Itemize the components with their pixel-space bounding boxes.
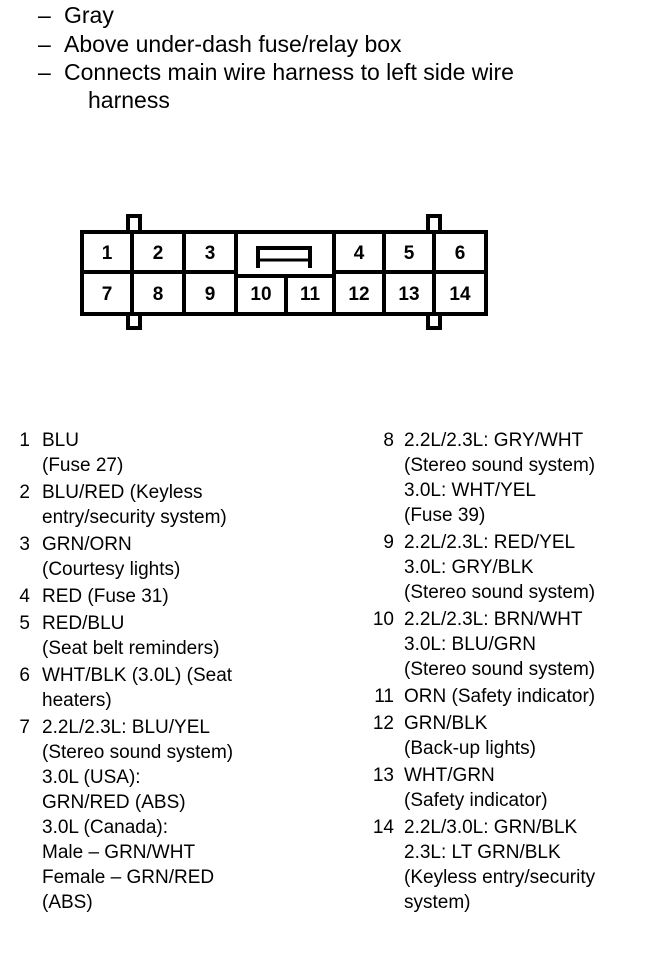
pin-label: 10 (250, 284, 272, 305)
pin-text: (Fuse 39) (404, 505, 486, 526)
pin-text: (Fuse 27) (42, 455, 124, 476)
pin-label: 12 (348, 284, 370, 305)
pin-label: 9 (204, 284, 216, 305)
pin-number: 1 (19, 430, 30, 451)
pin-text: RED/BLU (42, 613, 125, 634)
pin-entry (0, 584, 233, 609)
pin-text: 2.3L: LT GRN/BLK (404, 842, 561, 863)
pin-text: RED (Fuse 31) (42, 586, 169, 607)
pin-entry (0, 428, 233, 478)
description-text: Above under-dash fuse/relay box (64, 31, 402, 57)
pin-text: WHT/GRN (404, 765, 495, 786)
pin-text: (Stereo sound system) (404, 582, 596, 603)
pin-label: 5 (403, 243, 415, 264)
pin-entry (366, 711, 595, 761)
pin-entry (366, 815, 595, 915)
pin-entry (366, 763, 595, 813)
pin-number: 8 (383, 430, 394, 451)
pin-entry (0, 532, 233, 582)
pin-label: 11 (299, 284, 321, 305)
pin-text: 3.0L: BLU/GRN (404, 634, 536, 655)
pin-label: 6 (454, 243, 466, 264)
pin-text: GRN/BLK (404, 713, 488, 734)
pin-text: 3.0L (Canada): (42, 817, 169, 838)
pin-text: 2.2L/2.3L: BLU/YEL (42, 717, 210, 738)
dash: – (38, 59, 51, 85)
pin-text: 2.2L/2.3L: BRN/WHT (404, 609, 583, 630)
center-latch (258, 248, 310, 268)
pin-text: BLU/RED (Keyless (42, 482, 203, 503)
pin-number: 6 (19, 665, 30, 686)
pin-text: (Courtesy lights) (42, 559, 181, 580)
pin-entry (366, 607, 595, 682)
pin-text: GRN/ORN (42, 534, 132, 555)
pin-number: 13 (372, 765, 394, 786)
pin-text: ORN (Safety indicator) (404, 686, 596, 707)
pin-text: Female – GRN/RED (42, 867, 215, 888)
pin-text: WHT/BLK (3.0L) (Seat (42, 665, 233, 686)
pin-text: 3.0L (USA): (42, 767, 141, 788)
locking-tab (428, 314, 440, 328)
pin-label: 3 (204, 243, 216, 264)
description-text: Connects main wire harness to left side wire (64, 59, 514, 85)
pin-number: 14 (372, 817, 394, 838)
pin-entry (0, 480, 233, 530)
connector-diagram (0, 0, 672, 340)
pin-label: 7 (101, 284, 113, 305)
pin-number: 12 (372, 713, 394, 734)
pin-entry (366, 530, 595, 605)
pin-entry (366, 684, 595, 709)
pin-number: 2 (19, 482, 30, 503)
pin-number: 11 (374, 686, 394, 707)
description-text: harness (88, 87, 170, 113)
pin-label: 13 (398, 284, 420, 305)
pin-label: 4 (353, 243, 365, 264)
pin-number: 7 (19, 717, 30, 738)
locking-tab (428, 216, 440, 232)
pin-list-left (0, 428, 233, 917)
pin-entry (366, 428, 595, 528)
description-text: Gray (64, 2, 114, 28)
pin-label: 14 (449, 284, 471, 305)
pin-label: 1 (101, 243, 113, 264)
pin-number: 3 (19, 534, 30, 555)
pin-text: (Stereo sound system) (42, 742, 234, 763)
pin-entry (0, 611, 233, 661)
locking-tab (128, 216, 140, 232)
pin-text: (Back-up lights) (404, 738, 536, 759)
pin-text: 3.0L: WHT/YEL (404, 480, 536, 501)
pin-text: 3.0L: GRY/BLK (404, 557, 534, 578)
pin-number: 4 (19, 586, 30, 607)
pin-text: (ABS) (42, 892, 93, 913)
pin-number: 9 (383, 532, 394, 553)
pin-number: 10 (372, 609, 394, 630)
pin-entry (0, 663, 233, 713)
pin-text: entry/security system) (42, 507, 227, 528)
pin-text: BLU (42, 430, 79, 451)
pin-text: 2.2L/2.3L: RED/YEL (404, 532, 576, 553)
pin-text: (Safety indicator) (404, 790, 548, 811)
pin-entry (0, 715, 233, 915)
pin-label: 8 (152, 284, 164, 305)
pin-text: GRN/RED (ABS) (42, 792, 186, 813)
pin-label: 2 (152, 243, 164, 264)
pin-text: (Seat belt reminders) (42, 638, 220, 659)
locking-tab (128, 314, 140, 328)
pin-text: 2.2L/3.0L: GRN/BLK (404, 817, 578, 838)
pin-text: 2.2L/2.3L: GRY/WHT (404, 430, 584, 451)
dash: – (38, 31, 51, 57)
pin-text: Male – GRN/WHT (42, 842, 196, 863)
pin-text: system) (404, 892, 471, 913)
pin-text: (Stereo sound system) (404, 659, 596, 680)
pin-text: heaters) (42, 690, 112, 711)
dash: – (38, 2, 51, 28)
pin-text: (Stereo sound system) (404, 455, 596, 476)
pin-number: 5 (19, 613, 30, 634)
pin-text: (Keyless entry/security (404, 867, 596, 888)
pin-list-right (366, 428, 595, 917)
